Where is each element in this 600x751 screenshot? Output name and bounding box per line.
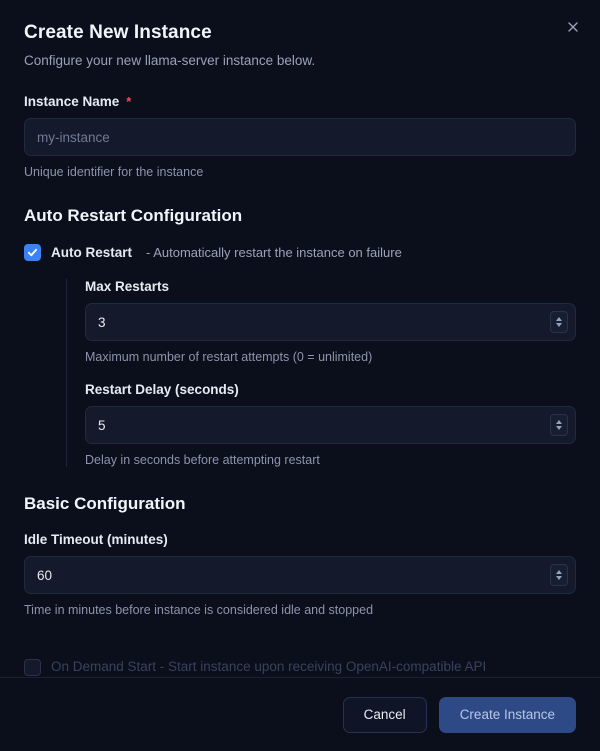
on-demand-start-label: On Demand Start - Start instance upon receiving OpenAI-compatible API — [51, 659, 487, 674]
on-demand-start-checkbox[interactable] — [24, 659, 41, 676]
chevron-down-icon[interactable] — [556, 323, 562, 327]
chevron-up-icon[interactable] — [556, 420, 562, 424]
auto-restart-subfields — [66, 279, 576, 467]
chevron-up-icon[interactable] — [556, 317, 562, 321]
chevron-up-icon[interactable] — [556, 570, 562, 574]
instance-name-hint: Unique identifier for the instance — [24, 165, 204, 179]
auto-restart-checkbox-row[interactable] — [24, 244, 576, 261]
chevron-down-icon[interactable] — [556, 576, 562, 580]
max-restarts-label: Max Restarts — [85, 279, 170, 294]
on-demand-start-row[interactable] — [24, 657, 576, 677]
restart-delay-stepper[interactable] — [550, 414, 568, 436]
auto-restart-label: Auto Restart — [51, 245, 133, 260]
idle-timeout-input[interactable] — [24, 556, 576, 594]
create-instance-button[interactable]: Create Instance — [439, 697, 576, 733]
idle-timeout-hint: Time in minutes before instance is considered idle and stopped — [24, 603, 374, 617]
instance-name-label-text: Instance Name — [24, 94, 120, 109]
dialog-footer — [0, 677, 600, 751]
idle-timeout-field — [24, 532, 576, 617]
restart-delay-label: Restart Delay (seconds) — [85, 382, 239, 397]
auto-restart-section-title: Auto Restart Configuration — [24, 206, 243, 225]
max-restarts-stepper[interactable] — [550, 311, 568, 333]
restart-delay-field — [85, 382, 576, 467]
basic-section-title: Basic Configuration — [24, 494, 186, 513]
max-restarts-input[interactable] — [85, 303, 576, 341]
instance-name-label — [24, 94, 576, 109]
instance-name-input[interactable] — [24, 118, 576, 156]
dialog-subtitle: Configure your new llama-server instance below. — [24, 53, 316, 68]
auto-restart-description: - Automatically restart the instance on failure — [146, 245, 402, 260]
idle-timeout-stepper[interactable] — [550, 564, 568, 586]
chevron-down-icon[interactable] — [556, 426, 562, 430]
restart-delay-input[interactable] — [85, 406, 576, 444]
cancel-button[interactable]: Cancel — [343, 697, 427, 733]
auto-restart-checkbox[interactable] — [24, 244, 41, 261]
dialog-title: Create New Instance — [24, 22, 212, 43]
max-restarts-field — [85, 279, 576, 364]
restart-delay-hint: Delay in seconds before attempting restart — [85, 453, 320, 467]
required-marker: * — [126, 94, 132, 109]
max-restarts-hint: Maximum number of restart attempts (0 = unlimited) — [85, 350, 373, 364]
instance-name-field — [24, 94, 576, 179]
idle-timeout-label: Idle Timeout (minutes) — [24, 532, 168, 547]
